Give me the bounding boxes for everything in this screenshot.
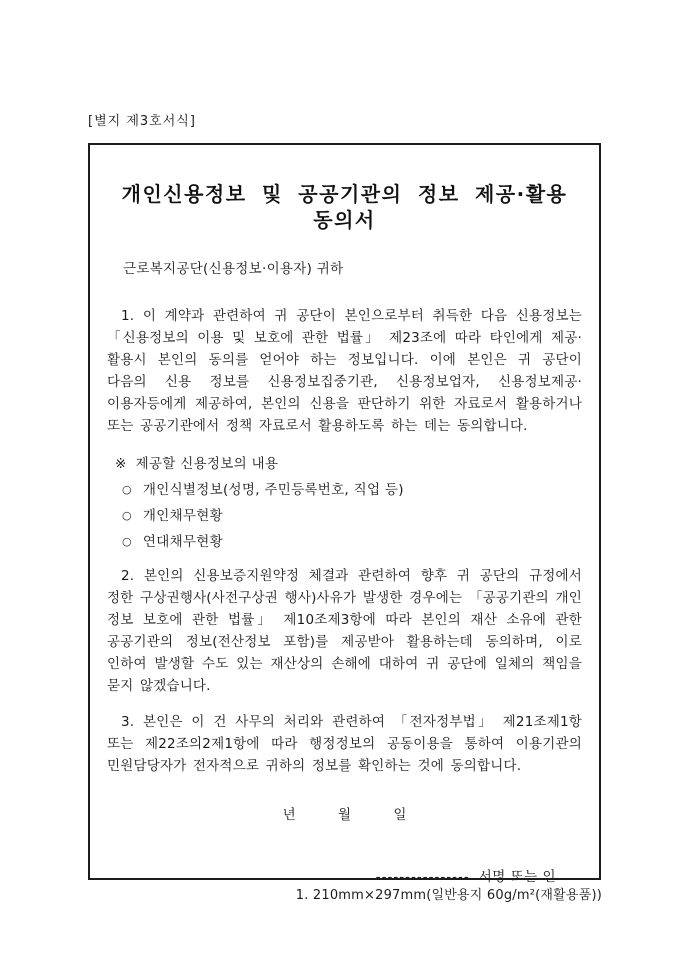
paragraph-egov-consent: 3. 본인은 이 건 사무의 처리와 관련하여 「전자정부법」 제21조제1항 또는 제22조의2제1항에 따라 행정정보의 공동이용을 통하여 이용기관의 민원담당자가 전자적으로 귀하의 정보를 확인하는 것에 동의합니다. [107,714,582,774]
paragraph-credit-info-consent: 1. 이 계약과 관련하여 귀 공단이 본인으로부터 취득한 다음 신용정보는 「신용정보의 이용 및 보호에 관한 법률」 제23조에 따라 타인에게 제공·활용시 본인의 동의를 얻어야 하는 정보입니다. 이에 본인은 귀 공단이 다음의 신용 정보를 신용정보집중기관, 신용정보업자, 신용정보제공·이용자등에게 제공하여, 본인의 신용을 판단하기 위한 자료로서 활용하거나 또는 공공기관에서 정책 자료로서 활용하도록 하는 데는 동의합니다. [107,308,582,434]
form-number-label: [별지 제3호서식] [88,114,196,129]
paragraph-public-info-consent: 2. 본인의 신용보증지원약정 체결과 관련하여 향후 귀 공단의 규정에서 정한 구상권행사(사전구상권 행사)사유가 발생한 경우에는 「공공기관의 개인 정보 보호에 관한 법률」 제10조제3항에 따라 본인의 재산 소유에 관한 공공기관의 정보(전산정보 포함)를 제공받아 활용하는데 동의하며, 이로 인하여 발생할 수도 있는 재산상의 손해에 대하여 귀 공단에 일체의 책임을 묻지 않겠습니다. [107,568,582,694]
date-year-label: 년 [282,807,296,823]
date-line [107,805,582,825]
info-item-text: 연대채무현황 [142,534,223,550]
signature-label: 서명 또는 인 [478,869,556,885]
info-section-heading [115,451,582,477]
circle-bullet-icon: ○ [122,483,132,496]
date-month-label: 월 [337,807,352,823]
info-item-personal-id [122,477,582,503]
circle-bullet-icon: ○ [122,535,132,548]
info-item-text: 개인채무현황 [142,508,223,524]
recipient-line: 근로복지공단(신용정보·이용자) 귀하 [123,261,344,277]
paper-spec-note: 1. 210mm×297mm(일반용지 60g/m²(재활용품)) [295,888,602,903]
info-heading-text: 제공할 신용정보의 내용 [135,456,279,472]
signature-blank: ---------------- [375,869,470,885]
circle-bullet-icon: ○ [122,509,132,522]
date-day-label: 일 [393,807,407,823]
credit-info-content-section [107,451,582,555]
info-item-joint-debt [122,529,582,555]
consent-form-box [88,143,601,885]
info-item-personal-debt [122,503,582,529]
document-title: 개인신용정보 및 공공기관의 정보 제공·활용 동의서 [121,182,568,232]
reference-mark: ※ [115,456,127,472]
info-item-text: 개인식별정보(성명, 주민등록번호, 직업 등) [142,482,404,498]
